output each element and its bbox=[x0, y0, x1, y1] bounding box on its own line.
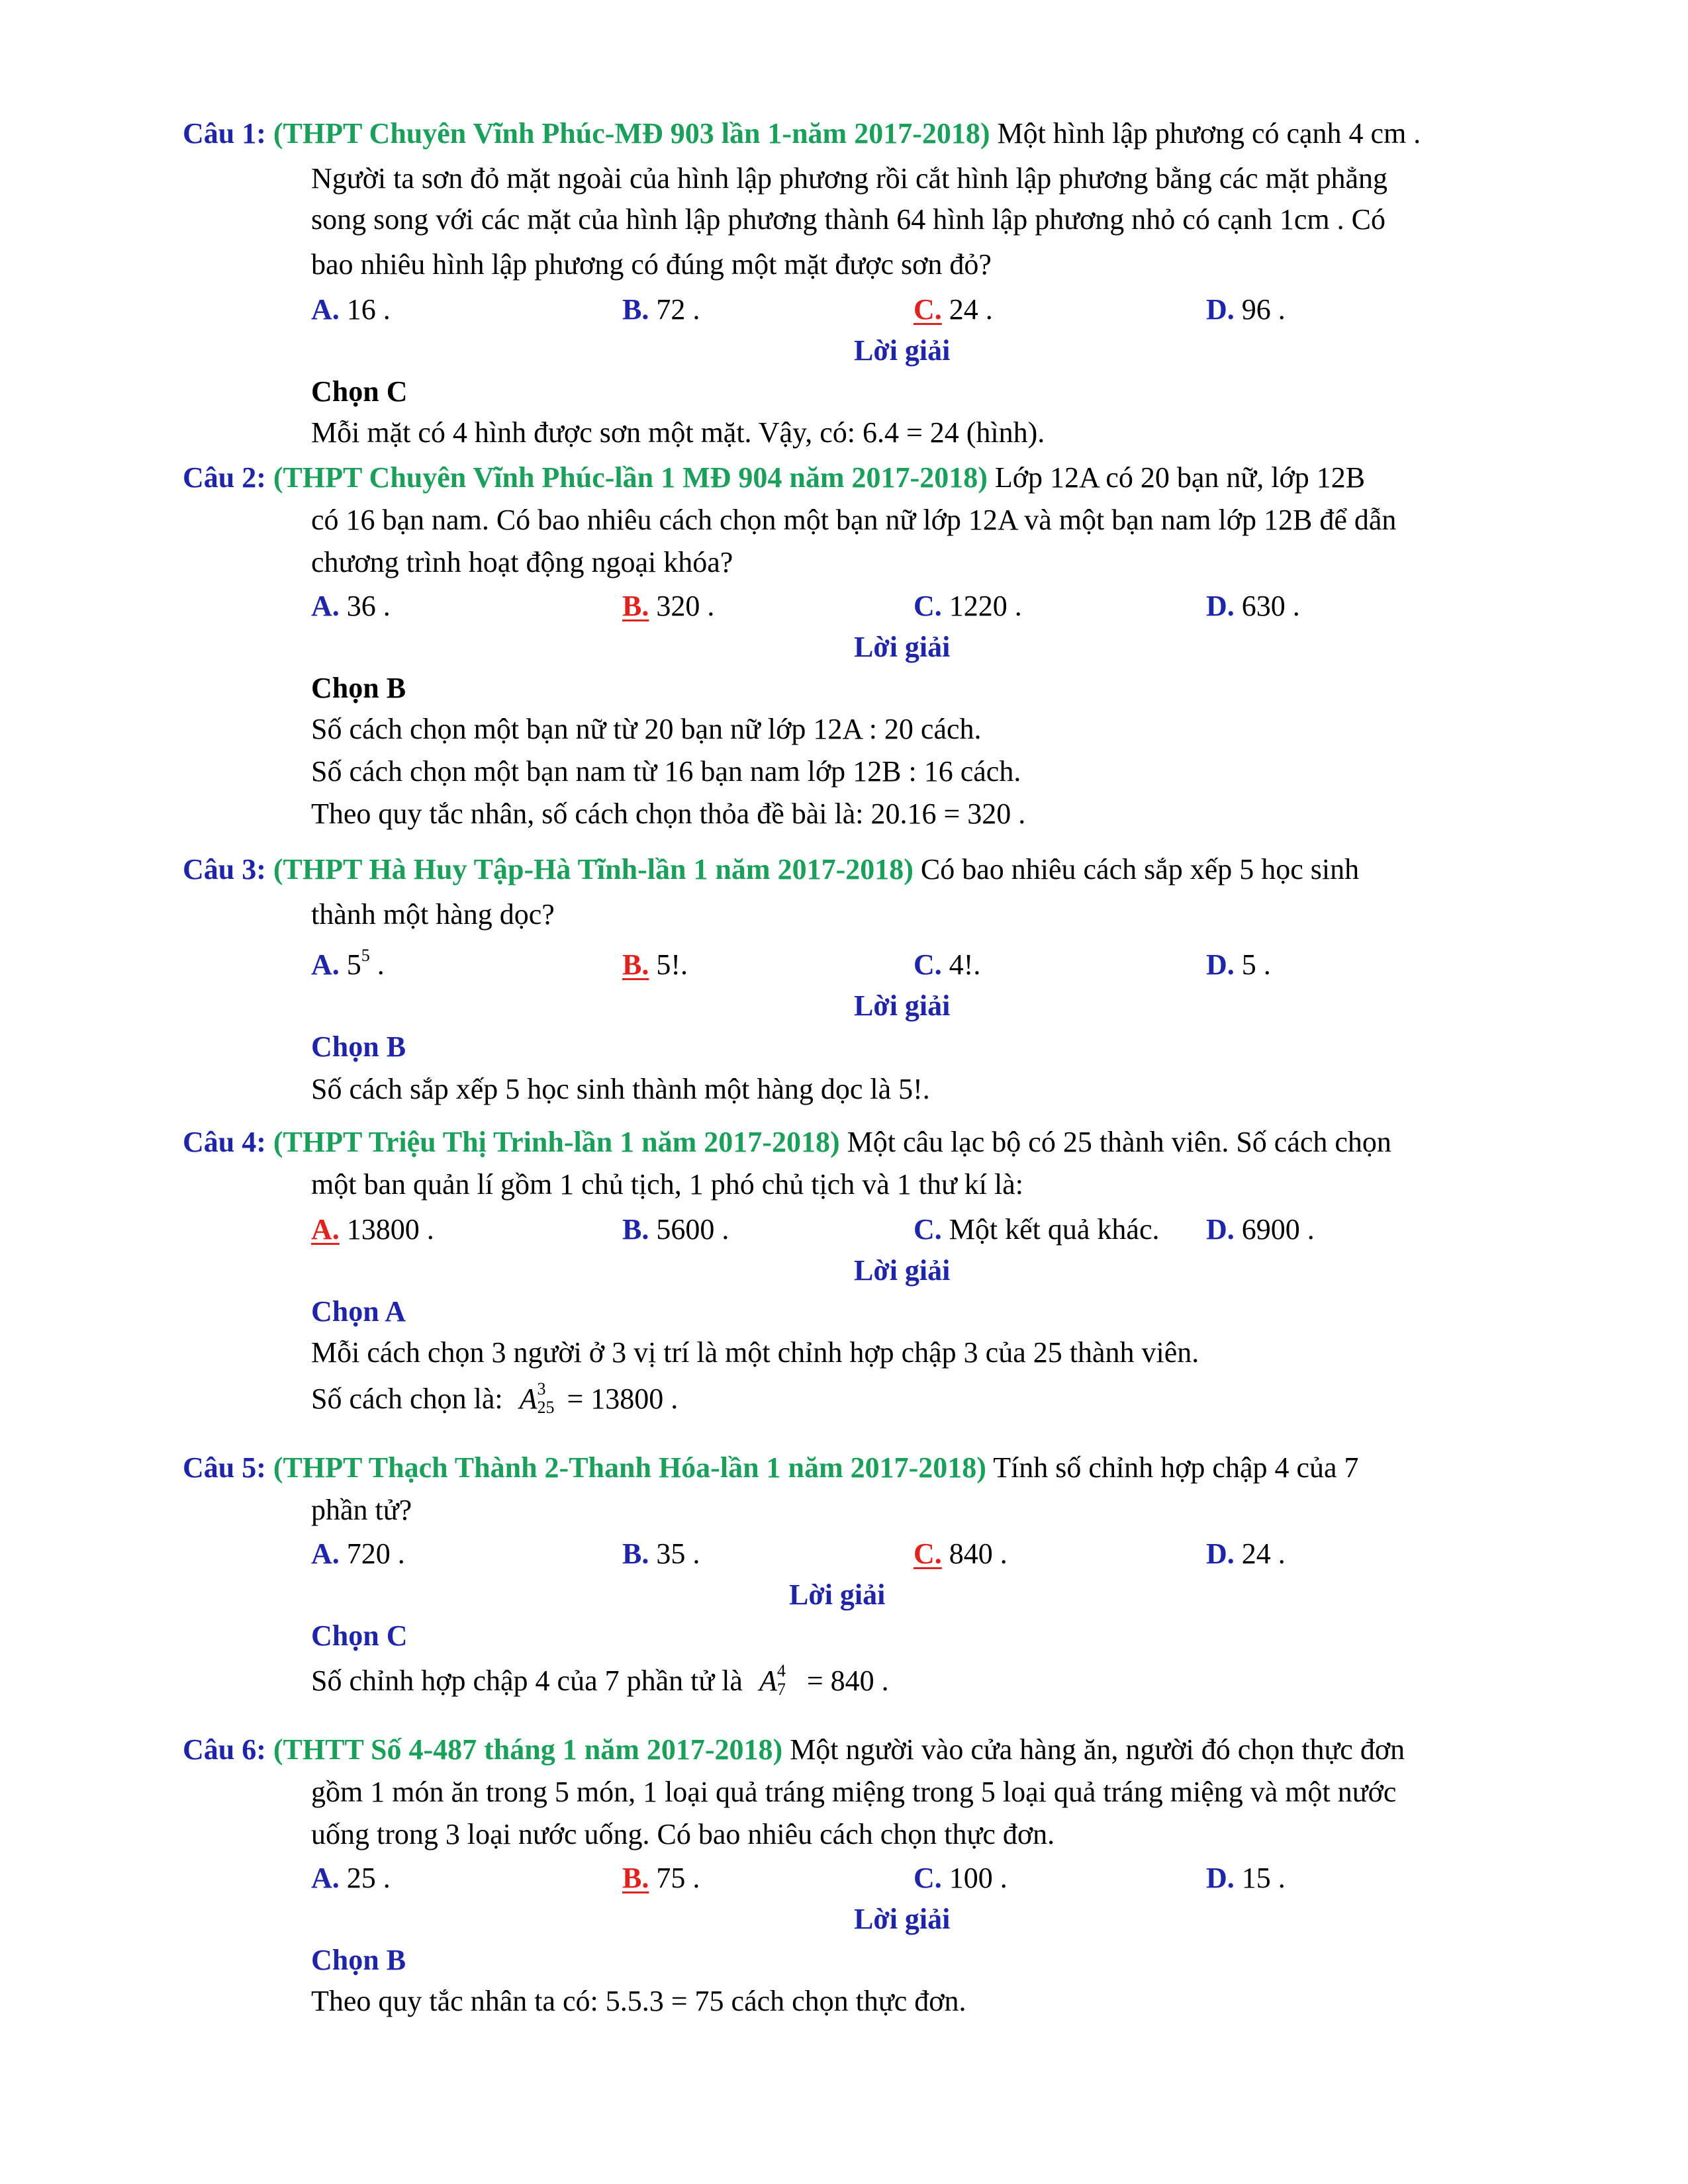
question-text: gồm 1 món ăn trong 5 món, 1 loại quả tráng miệng trong 5 loại quả tráng miệng và một nước bbox=[311, 1776, 1397, 1808]
option-b[interactable] bbox=[622, 1537, 700, 1570]
option-label: A. bbox=[311, 590, 340, 622]
question-text: song song với các mặt của hình lập phương thành 64 hình lập phương nhỏ có cạnh 1cm . Có bbox=[311, 203, 1385, 236]
solution-heading: Lời giải bbox=[789, 1578, 886, 1611]
question-text: bao nhiêu hình lập phương có đúng một mặt được sơn đỏ? bbox=[311, 248, 992, 281]
option-label: A. bbox=[311, 948, 340, 981]
question-text: có 16 bạn nam. Có bao nhiêu cách chọn một bạn nữ lớp 12A và một bạn nam lớp 12B để dẫn bbox=[311, 504, 1397, 536]
option-a[interactable] bbox=[311, 1861, 391, 1895]
option-value: Một kết quả khác. bbox=[949, 1213, 1160, 1246]
question-number: Câu 6: bbox=[183, 1733, 266, 1766]
question-text: phần tử? bbox=[311, 1494, 412, 1526]
option-value: 13800 . bbox=[346, 1213, 434, 1246]
question-text: Có bao nhiêu cách sắp xếp 5 học sinh bbox=[920, 853, 1360, 886]
chosen-answer: Chọn B bbox=[311, 1030, 406, 1063]
option-value: 16 . bbox=[346, 293, 391, 326]
option-d[interactable] bbox=[1206, 589, 1300, 623]
option-label: C. bbox=[914, 1213, 942, 1246]
question-source: (THTT Số 4-487 tháng 1 năm 2017-2018) bbox=[273, 1733, 783, 1766]
chosen-answer: Chọn C bbox=[311, 1619, 408, 1652]
option-label: A. bbox=[311, 293, 340, 326]
option-label: A. bbox=[311, 1537, 340, 1570]
chosen-answer: Chọn C bbox=[311, 375, 408, 408]
option-c[interactable] bbox=[914, 948, 980, 981]
solution-text: Theo quy tắc nhân, số cách chọn thỏa đề bài là: 20.16 = 320 . bbox=[311, 797, 1026, 830]
question-text: Người ta sơn đỏ mặt ngoài của hình lập phương rồi cắt hình lập phương bằng các mặt phẳng bbox=[311, 162, 1388, 195]
option-value: 1220 . bbox=[949, 590, 1022, 622]
solution-text: Theo quy tắc nhân ta có: 5.5.3 = 75 cách chọn thực đơn. bbox=[311, 1985, 966, 2017]
question-source: (THPT Triệu Thị Trinh-lần 1 năm 2017-2018) bbox=[273, 1126, 840, 1158]
option-value: 24 . bbox=[1241, 1537, 1286, 1570]
option-label-correct: C. bbox=[914, 1537, 942, 1570]
option-value: 630 . bbox=[1241, 590, 1300, 622]
option-value: 4!. bbox=[949, 948, 981, 981]
solution-heading: Lời giải bbox=[854, 1903, 951, 1935]
option-d[interactable] bbox=[1206, 1861, 1286, 1895]
option-b[interactable] bbox=[622, 1212, 729, 1246]
option-value: 36 . bbox=[346, 590, 391, 622]
option-c[interactable] bbox=[914, 1537, 1008, 1570]
option-value: 72 . bbox=[656, 293, 700, 326]
question-number: Câu 5: bbox=[183, 1451, 266, 1484]
option-a[interactable] bbox=[311, 948, 385, 981]
solution-text: Số cách chọn một bạn nam từ 16 bạn nam lớp 12B : 16 cách. bbox=[311, 755, 1021, 788]
question-source: (THPT Chuyên Vĩnh Phúc-MĐ 903 lần 1-năm 2017-2018) bbox=[273, 117, 990, 150]
solution-text: Mỗi cách chọn 3 người ở 3 vị trí là một chỉnh hợp chập 3 của 25 thành viên. bbox=[311, 1336, 1199, 1369]
option-c[interactable] bbox=[914, 1861, 1008, 1895]
question-number: Câu 3: bbox=[183, 853, 266, 886]
option-label: C. bbox=[914, 590, 942, 622]
option-label: C. bbox=[914, 1862, 942, 1894]
option-b[interactable] bbox=[622, 1861, 700, 1895]
option-d[interactable] bbox=[1206, 1212, 1315, 1246]
option-a[interactable] bbox=[311, 589, 391, 623]
question-number: Câu 2: bbox=[183, 461, 266, 494]
question-number: Câu 1: bbox=[183, 117, 266, 150]
option-label: D. bbox=[1206, 948, 1235, 981]
option-a[interactable] bbox=[311, 293, 391, 326]
question-number: Câu 4: bbox=[183, 1126, 266, 1158]
option-punct: . bbox=[369, 948, 385, 981]
option-label-correct: B. bbox=[622, 1862, 649, 1894]
option-value: 5 bbox=[346, 948, 361, 981]
question-text: Một câu lạc bộ có 25 thành viên. Số cách chọn bbox=[847, 1126, 1391, 1158]
option-c[interactable] bbox=[914, 589, 1022, 623]
option-b[interactable] bbox=[622, 948, 688, 981]
option-value: 840 . bbox=[949, 1537, 1008, 1570]
option-label: B. bbox=[622, 1213, 649, 1246]
option-value: 25 . bbox=[346, 1862, 391, 1894]
question-text: Một hình lập phương có cạnh 4 cm . bbox=[997, 117, 1421, 150]
option-label-correct: B. bbox=[622, 948, 649, 981]
solution-heading: Lời giải bbox=[854, 989, 951, 1022]
option-value: 100 . bbox=[949, 1862, 1008, 1894]
option-value: 15 . bbox=[1241, 1862, 1286, 1894]
question-text: uống trong 3 loại nước uống. Có bao nhiêu cách chọn thực đơn. bbox=[311, 1818, 1055, 1850]
question-source: (THPT Chuyên Vĩnh Phúc-lần 1 MĐ 904 năm 2017-2018) bbox=[273, 461, 988, 494]
solution-heading: Lời giải bbox=[854, 334, 951, 367]
solution-text: Số cách chọn là: bbox=[311, 1383, 503, 1415]
solution-heading: Lời giải bbox=[854, 631, 951, 663]
option-value: 720 . bbox=[346, 1537, 405, 1570]
option-label-correct: B. bbox=[622, 590, 649, 622]
chosen-answer: Chọn A bbox=[311, 1295, 406, 1328]
option-value: 96 . bbox=[1241, 293, 1286, 326]
option-exponent: 5 bbox=[361, 946, 370, 965]
option-a[interactable] bbox=[311, 1537, 405, 1570]
solution-text: Số chỉnh hợp chập 4 của 7 phần tử là bbox=[311, 1664, 743, 1697]
solution-text: Số cách sắp xếp 5 học sinh thành một hàng dọc là 5!. bbox=[311, 1073, 930, 1105]
option-label: D. bbox=[1206, 293, 1235, 326]
option-value: 35 . bbox=[656, 1537, 700, 1570]
option-value: 24 . bbox=[949, 293, 993, 326]
option-label: D. bbox=[1206, 590, 1235, 622]
option-d[interactable] bbox=[1206, 293, 1286, 326]
option-a[interactable] bbox=[311, 1212, 434, 1246]
option-label: D. bbox=[1206, 1862, 1235, 1894]
solution-text: Mỗi mặt có 4 hình được sơn một mặt. Vậy, có: 6.4 = 24 (hình). bbox=[311, 416, 1045, 449]
question-text: chương trình hoạt động ngoại khóa? bbox=[311, 546, 733, 578]
chosen-answer: Chọn B bbox=[311, 1944, 406, 1976]
option-b[interactable] bbox=[622, 293, 700, 326]
option-c[interactable] bbox=[914, 1212, 1159, 1246]
question-text: một ban quản lí gồm 1 chủ tịch, 1 phó chủ tịch và 1 thư kí là: bbox=[311, 1168, 1024, 1201]
option-label-correct: C. bbox=[914, 293, 942, 326]
option-label: B. bbox=[622, 1537, 649, 1570]
option-value: 5 . bbox=[1241, 948, 1271, 981]
option-c[interactable] bbox=[914, 293, 993, 326]
option-value: 320 . bbox=[656, 590, 715, 622]
question-text: thành một hàng dọc? bbox=[311, 898, 555, 931]
option-d[interactable] bbox=[1206, 1537, 1286, 1570]
permutation-formula: A 4 7 = 840 . bbox=[759, 1661, 889, 1699]
question-source: (THPT Thạch Thành 2-Thanh Hóa-lần 1 năm 2017-2018) bbox=[273, 1451, 986, 1484]
chosen-answer: Chọn B bbox=[311, 672, 406, 704]
solution-heading: Lời giải bbox=[854, 1254, 951, 1287]
option-label: B. bbox=[622, 293, 649, 326]
option-label: D. bbox=[1206, 1537, 1235, 1570]
option-value: 5600 . bbox=[656, 1213, 729, 1246]
question-text: Lớp 12A có 20 bạn nữ, lớp 12B bbox=[994, 461, 1366, 494]
question-source: (THPT Hà Huy Tập-Hà Tĩnh-lần 1 năm 2017-2018) bbox=[273, 853, 914, 886]
option-label-correct: A. bbox=[311, 1213, 340, 1246]
option-label: D. bbox=[1206, 1213, 1235, 1246]
permutation-formula: A 3 25 = 13800 . bbox=[519, 1379, 679, 1417]
option-b[interactable] bbox=[622, 589, 714, 623]
option-d[interactable] bbox=[1206, 948, 1271, 981]
question-text: Tính số chỉnh hợp chập 4 của 7 bbox=[993, 1451, 1359, 1484]
option-value: 5!. bbox=[656, 948, 688, 981]
solution-text: Số cách chọn một bạn nữ từ 20 bạn nữ lớp 12A : 20 cách. bbox=[311, 713, 982, 745]
option-label: A. bbox=[311, 1862, 340, 1894]
option-value: 6900 . bbox=[1241, 1213, 1315, 1246]
option-label: C. bbox=[914, 948, 942, 981]
question-text: Một người vào cửa hàng ăn, người đó chọn thực đơn bbox=[790, 1733, 1405, 1766]
option-value: 75 . bbox=[656, 1862, 700, 1894]
